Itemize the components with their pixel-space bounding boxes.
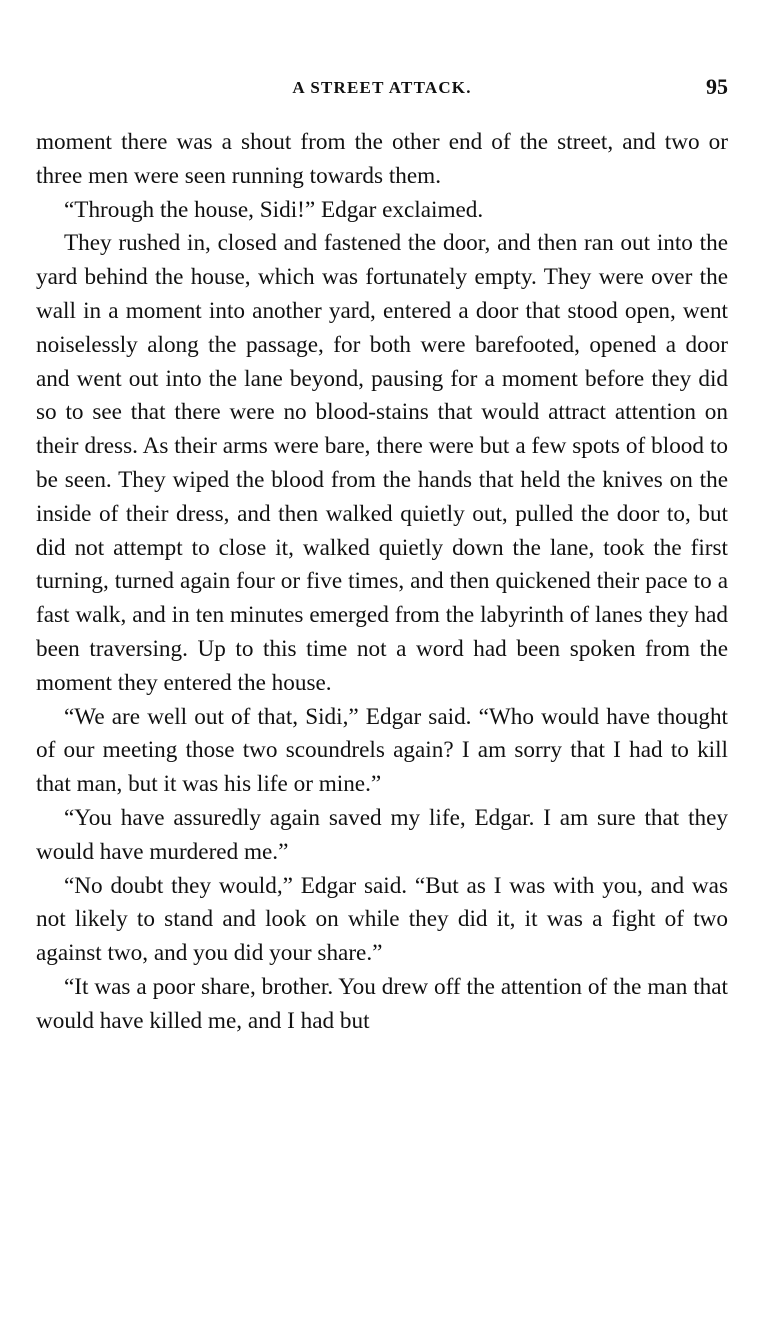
running-title: A STREET ATTACK. [292, 78, 472, 97]
book-page [36, 70, 728, 1039]
page-number: 95 [706, 74, 728, 99]
paragraph: “No doubt they would,” Edgar said. “But as I was with you, and was not likely to stand and look on while they did it, it was a fight of two against two, and you did your share.” [36, 872, 728, 967]
running-head [36, 70, 728, 110]
paragraph: “Through the house, Sidi!” Edgar exclaimed. [64, 196, 484, 223]
paragraph: moment there was a shout from the other end of the street, and two or three men were seen running towards them. [36, 129, 728, 189]
paragraph: “We are well out of that, Sidi,” Edgar said. “Who would have thought of our meeting those two scoundrels again? I am sorry that I had to kill that man, but it was his life or mine.” [36, 703, 728, 798]
paragraph: “It was a poor share, brother. You drew off the attention of the man that would have killed me, and I had but [36, 973, 728, 1034]
body-text [36, 126, 728, 1039]
paragraph: “You have assuredly again saved my life, Edgar. I am sure that they would have murdered me.” [36, 804, 728, 865]
paragraph: They rushed in, closed and fastened the door, and then ran out into the yard behind the house, which was fortunately empty. They were over the wall in a moment into another yard, entered a door that stood open, went noiselessly along the passage, for both were barefooted, opened a door and went out into the lane beyond, pausing for a moment before they did so to see that there were no blood-stains that would attract attention on their dress. As their arms were bare, there were but a few spots of blood to be seen. They wiped the blood from the hands that held the knives on the inside of their dress, and then walked quietly out, pulled the door to, but did not attempt to close it, walked quietly down the lane, took the first turning, turned again four or five times, and then quickened their pace to a fast walk, and in ten minutes emerged from the labyrinth of lanes they had been traversing. Up to this time not a word had been spoken from the moment they entered the house. [36, 230, 728, 696]
